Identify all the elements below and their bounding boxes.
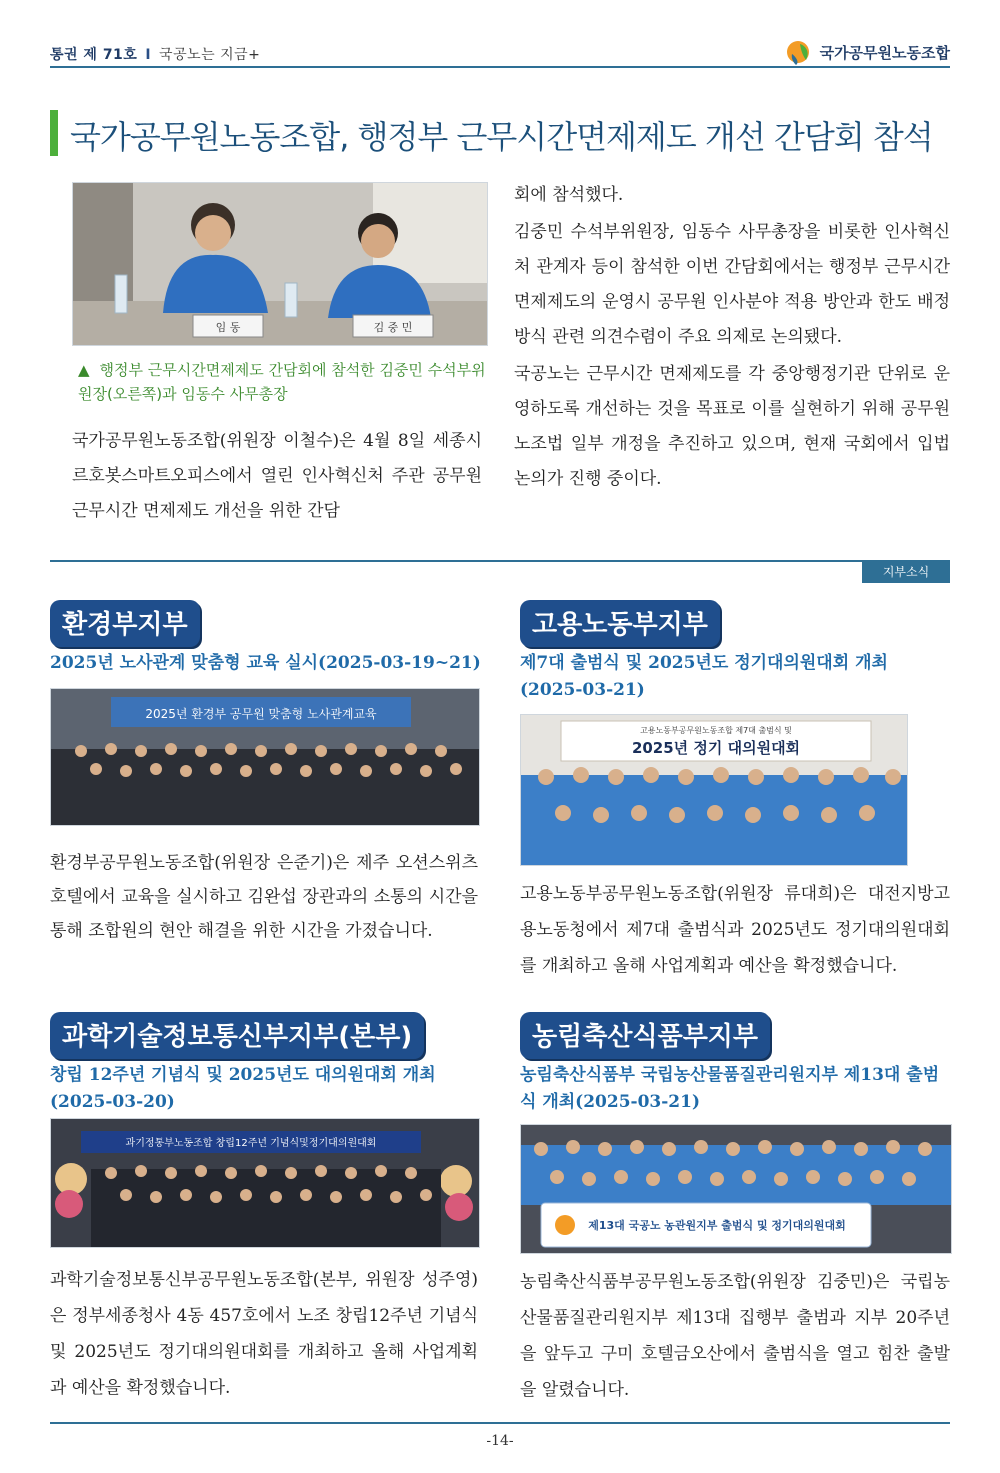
banner-science: 과기정통부노동조합 창립12주년 기념식및정기대의원대회 (125, 1138, 377, 1149)
main-article-right-column (514, 178, 950, 497)
main-article-title: 국가공무원노동조합, 행정부 근무시간면제제도 개선 간담회 참석 (70, 118, 933, 156)
section-name: 국공노는 지금+ (159, 47, 261, 63)
photo-caption-text: 행정부 근무시간면제제도 간담회에 참석한 김중민 수석부위원장(오른쪽)과 임동수 사무총장 (78, 361, 486, 403)
branch-photo-labor (520, 714, 908, 866)
nameplate-1: 임 동 (215, 321, 241, 334)
banner-labor-small: 고용노동부공무원노동조합 제7대 출범식 및 (640, 726, 792, 735)
header-rule (50, 66, 950, 68)
branch-body-agri: 농림축산식품부공무원노동조합(위원장 김중민)은 국립농산물품질관리원지부 제13대 집행부 출범과 지부 20주년을 앞두고 구미 호텔금오산에서 출범식을 열고 힘찬 출발을 알렸습니다. (520, 1272, 950, 1400)
article-paragraph-1: 회에 참석했다. (514, 185, 624, 205)
union-logo-icon (786, 38, 814, 66)
branch-badge-labor: 고용노동부지부 (520, 600, 720, 647)
footer-rule (50, 1422, 950, 1424)
branch-body-labor: 고용노동부공무원노동조합(위원장 류대희)은 대전지방고용노동청에서 제7대 출범식과 2025년도 정기대의원대회를 개최하고 올해 사업계획과 예산을 확정했습니다. (520, 884, 950, 976)
triangle-up-icon: ▲ (78, 361, 90, 379)
main-article-left-text: 국가공무원노동조합(위원장 이철수)은 4월 8일 세종시 르호봇스마트오피스에서 열린 인사혁신처 주관 공무원 근무시간 면제제도 개선을 위한 간담 (72, 431, 482, 521)
section-rule (50, 560, 950, 562)
branch-headline-env: 2025년 노사관계 맞춤형 교육 실시(2025-03-19~21) (50, 653, 481, 673)
title-accent-bar (50, 110, 58, 156)
branch-headline-labor: 제7대 출범식 및 2025년도 정기대의원대회 개최 (2025-03-21) (520, 653, 888, 700)
branch-badge-science: 과학기술정보통신부지부(본부) (50, 1012, 424, 1059)
photo-caption (78, 358, 488, 406)
branch-headline-agri: 농림축산식품부 국립농산물품질관리원지부 제13대 출범식 개최(2025-03-21) (520, 1065, 940, 1112)
issue-header (50, 44, 260, 64)
nameplate-2: 김 중 민 (373, 321, 413, 334)
banner-env: 2025년 환경부 공무원 맞춤형 노사관계교육 (145, 707, 377, 721)
banner-agri: 제13대 국공노 농관원지부 출범식 및 정기대의원대회 (588, 1219, 846, 1232)
branch-badge-agri: 농림축산식품부지부 (520, 1012, 770, 1059)
branch-headline-science: 창립 12주년 기념식 및 2025년도 대의원대회 개최 (2025-03-20) (50, 1065, 436, 1112)
branch-photo-agri (520, 1124, 952, 1254)
banner-labor: 2025년 정기 대의원대회 (631, 739, 801, 757)
org-name: 국가공무원노동조합 (819, 43, 950, 62)
header-separator: I (145, 47, 152, 63)
branch-photo-env (50, 688, 480, 826)
branch-body-science: 과학기술정보통신부공무원노동조합(본부, 위원장 성주영)은 정부세종청사 4동 457호에서 노조 창립12주년 기념식 및 2025년도 정기대의원대회를 개최하고 올해 사업계획과 예산을 확정했습니다. (50, 1270, 478, 1398)
branch-photo-science (50, 1118, 480, 1248)
issue-number: 통권 제 71호 (50, 47, 138, 63)
page-number: -14- (486, 1433, 514, 1449)
branch-body-env: 환경부공무원노동조합(위원장 은준기)은 제주 오션스위츠호텔에서 교육을 실시하고 김완섭 장관과의 소통의 시간을 통해 조합원의 현안 해결을 위한 시간을 가졌습니다. (50, 853, 478, 941)
branch-badge-env: 환경부지부 (50, 600, 200, 647)
meeting-photo (72, 182, 488, 346)
org-logo-block (786, 38, 950, 66)
section-tag: 지부소식 (862, 561, 950, 583)
article-paragraph-2: 김중민 수석부위원장, 임동수 사무총장을 비롯한 인사혁신처 관계자 등이 참석한 이번 간담회에서는 행정부 근무시간면제제도의 운영시 공무원 인사분야 적용 방안과 한도 배정방식 관련 의견수렴이 주요 의제로 논의됐다. (514, 222, 950, 347)
article-paragraph-3: 국공노는 근무시간 면제제도를 각 중앙행정기관 단위로 운영하도록 개선하는 것을 목표로 이를 실현하기 위해 공무원노조법 일부 개정을 추진하고 있으며, 현재 국회에서 입법 논의가 진행 중이다. (514, 364, 950, 489)
